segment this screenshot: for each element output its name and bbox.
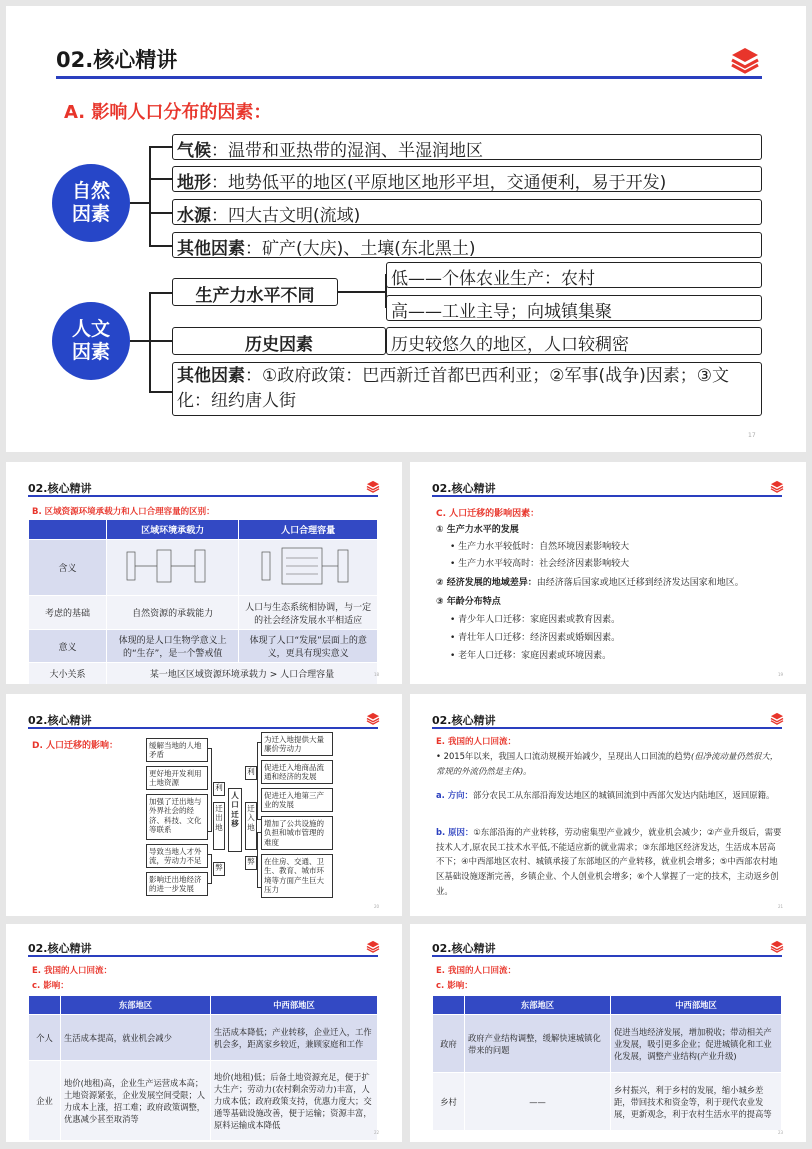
other-human-box: 其他因素：①政府政策：巴西新迁首都巴西利亚；②军事(战争)因素；③文化：纽约唐人街 [172, 362, 762, 416]
section-heading: E. 我国的人口回流： [436, 966, 516, 976]
slide-7 [410, 924, 806, 1142]
slide-3 [410, 462, 806, 684]
title-underline [432, 727, 782, 729]
title-underline [432, 495, 782, 497]
title-underline [432, 955, 782, 957]
col-header: 人口合理容量 [239, 520, 378, 540]
section-heading: B. 区域资源环境承载力和人口合理容量的区别： [32, 507, 215, 517]
comparison-table: 区域环境承载力 人口合理容量 含义 考虑的基础 自然资源的承载能力 人口与生态系统相协调，与一定的社会经济发展水平相适应 意义 体现的是人口生物学意义上的“生存”，是一个警戒值 体现了人口“发展”层面上的意义，更具有现实意义 大小关系 某一地区区域资源环境承载力 > 人口合理容量 [28, 519, 378, 684]
inflow-effect: 在住房、交通、卫生、教育、城市环境等方面产生巨大压力 [261, 854, 333, 898]
sub-heading: c. 影响： [436, 981, 473, 991]
layers-logo-icon [770, 480, 784, 493]
page-number: 21 [778, 904, 784, 909]
slide-title: 02.核心精讲 [28, 942, 92, 955]
bullet: • 老年人口迁移：家庭因素或环境因素。 [450, 651, 612, 661]
slide-2 [6, 462, 402, 684]
heading-2: ② 经济发展的地域差异：由经济落后国家或地区迁移到经济发达国家和地区。 [436, 578, 744, 588]
inflow-effect: 增加了公共设施的负担和城市管理的难度 [261, 816, 333, 850]
migration-center-box: 人口迁移 [228, 788, 242, 852]
diagram-image [239, 540, 378, 596]
slide-title: 02.核心精讲 [432, 714, 496, 727]
layers-logo-icon [366, 712, 380, 725]
outflow-effect: 影响迁出地经济的进一步发展 [146, 872, 208, 896]
slide-6 [6, 924, 402, 1142]
page-number: 23 [778, 1130, 784, 1135]
row-label: 含义 [29, 540, 107, 596]
layers-logo-icon [730, 46, 760, 74]
reason-paragraph: b. 原因：①东部沿海的产业转移，劳动密集型产业减少，就业机会减少；②产业升级后，需要技术人才,原农民工技术水平低,不能适应新的就业需求；③东部地区经济发达，生活成本居高不下；④中西部地区农村、城镇承接了东部地区的产业转移，就业机会增多；⑤中西部农村地区基础设施逐渐完善，乡镇企业、个人创业机会增多；⑥个人掌握了一定的技术，主动返乡创业。 [436, 827, 782, 896]
bullet: • 青少年人口迁移：家庭因素或教育因素。 [450, 615, 621, 625]
section-heading: E. 我国的人口回流： [32, 966, 112, 976]
row-label: 大小关系 [29, 663, 107, 685]
low-productivity-box: 低——个体农业生产：农村 [386, 262, 762, 288]
title-underline [28, 955, 378, 957]
title-underline [28, 495, 378, 497]
slide-5 [410, 694, 806, 916]
section-heading: E. 我国的人口回流： [436, 737, 516, 747]
outflow-effect: 加强了迁出地与外界社会的经济、科技、文化等联系 [146, 794, 208, 840]
slide-4 [6, 694, 402, 916]
human-factors-circle: 人文 因素 [52, 302, 130, 380]
slide-title: 02.核心精讲 [28, 482, 92, 495]
history-box: 历史因素 [172, 327, 386, 355]
inflow-region-box: 迁入地 [245, 802, 257, 850]
outflow-effect: 导致当地人才外流，劳动力不足 [146, 844, 208, 868]
row-label: 乡村 [433, 1073, 465, 1131]
slide-1 [6, 6, 806, 452]
layers-logo-icon [770, 712, 784, 725]
natural-factors-circle: 自然 因素 [52, 164, 130, 242]
sub-heading: c. 影响： [32, 981, 69, 991]
row-label: 企业 [29, 1061, 61, 1141]
inflow-effect: 促进迁入地第三产业的发展 [261, 788, 333, 812]
bullet: • 生产力水平较高时：社会经济因素影响较大 [450, 559, 630, 569]
impact-table: 东部地区 中西部地区 个人 生活成本提高，就业机会减少 生活成本降低；产业转移，企业迁入，工作机会多，距离家乡较近，兼顾家庭和工作 企业 地价(地租)高，企业生产运营成本高；土地资源紧张，企业发展空间受限；人力成本上涨，招工难；政府政策调整，优惠减少甚至取消等 地价(地租)低；后备土地资源充足，便于扩大生产；劳动力(农村剩余劳动力)丰富，人力成本低；政府政策支持，优惠力度大；交通等基础设施改善，便于运输；资源丰富，原料运输成本降低 [28, 995, 378, 1141]
water-box: 水源：四大古文明(流域) [172, 199, 762, 225]
outflow-region-box: 迁出地 [213, 802, 225, 850]
outflow-effect: 更好地开发利用土地资源 [146, 766, 208, 790]
slide-title: 02.核心精讲 [56, 48, 178, 72]
section-heading: D. 人口迁移的影响： [32, 741, 119, 751]
inflow-effect: 促进迁入地商品流通和经济的发展 [261, 760, 333, 784]
page-number: 20 [374, 904, 380, 909]
col-header: 区域环境承载力 [107, 520, 239, 540]
heading-1: ① 生产力水平的发展 [436, 525, 519, 535]
impact-table: 东部地区 中西部地区 政府 政府产业结构调整，缓解快速城镇化带来的问题 促进当地经济发展，增加税收；带动相关产业发展，吸引更多企业；促进城镇化和工业化发展，调整产业结构(产业升级) 乡村 —— 乡村振兴，利于乡村的发展，缩小城乡差距，带回技术和资金等，利于现代农业发展，更新观念，利于农村生活水平的提高等 [432, 995, 782, 1131]
page-number: 22 [374, 1130, 380, 1135]
productivity-box: 生产力水平不同 [172, 278, 338, 306]
benefit-label: 利 [245, 766, 257, 780]
other-natural-box: 其他因素：矿产(大庆)、土壤(东北黑土) [172, 232, 762, 258]
intro-paragraph: • 2015年以来，我国人口流动规模开始减少，呈现出人口回流的趋势(但净流动量仍然很大，常规的外流仍然是主体)。 [436, 751, 779, 776]
climate-box: 气候：温带和亚热带的湿润、半湿润地区 [172, 134, 762, 160]
page-number: 17 [748, 432, 756, 439]
section-heading: C. 人口迁移的影响因素： [436, 509, 540, 519]
benefit-label: 利 [213, 782, 225, 796]
bullet: • 青壮年人口迁移：经济因素或婚姻因素。 [450, 633, 621, 643]
row-label: 政府 [433, 1015, 465, 1073]
row-label: 考虑的基础 [29, 596, 107, 630]
high-productivity-box: 高——工业主导；向城镇集聚 [386, 295, 762, 321]
row-label: 意义 [29, 630, 107, 663]
page-number: 18 [374, 672, 380, 677]
layers-logo-icon [366, 480, 380, 493]
title-underline [56, 76, 762, 79]
section-heading: A. 影响人口分布的因素： [64, 102, 272, 123]
drawback-label: 弊 [245, 856, 257, 870]
drawback-label: 弊 [213, 862, 225, 876]
outflow-effect: 缓解当地的人地矛盾 [146, 738, 208, 762]
page-number: 19 [778, 672, 784, 677]
layers-logo-icon [770, 940, 784, 953]
heading-3: ③ 年龄分布特点 [436, 597, 501, 607]
slide-title: 02.核心精讲 [28, 714, 92, 727]
inflow-effect: 为迁入地提供大量廉价劳动力 [261, 732, 333, 756]
direction-paragraph: a. 方向：部分农民工从东部沿海发达地区的城镇回流到中西部欠发达内陆地区，返回原籍。 [436, 790, 775, 800]
slide-title: 02.核心精讲 [432, 482, 496, 495]
bullet: • 生产力水平较低时：自然环境因素影响较大 [450, 542, 630, 552]
diagram-image [107, 540, 239, 596]
slide-title: 02.核心精讲 [432, 942, 496, 955]
row-label: 个人 [29, 1015, 61, 1061]
layers-logo-icon [366, 940, 380, 953]
history-value-box: 历史较悠久的地区，人口较稠密 [386, 327, 762, 355]
terrain-box: 地形：地势低平的地区(平原地区地形平坦，交通便利，易于开发) [172, 166, 762, 192]
title-underline [28, 727, 378, 729]
